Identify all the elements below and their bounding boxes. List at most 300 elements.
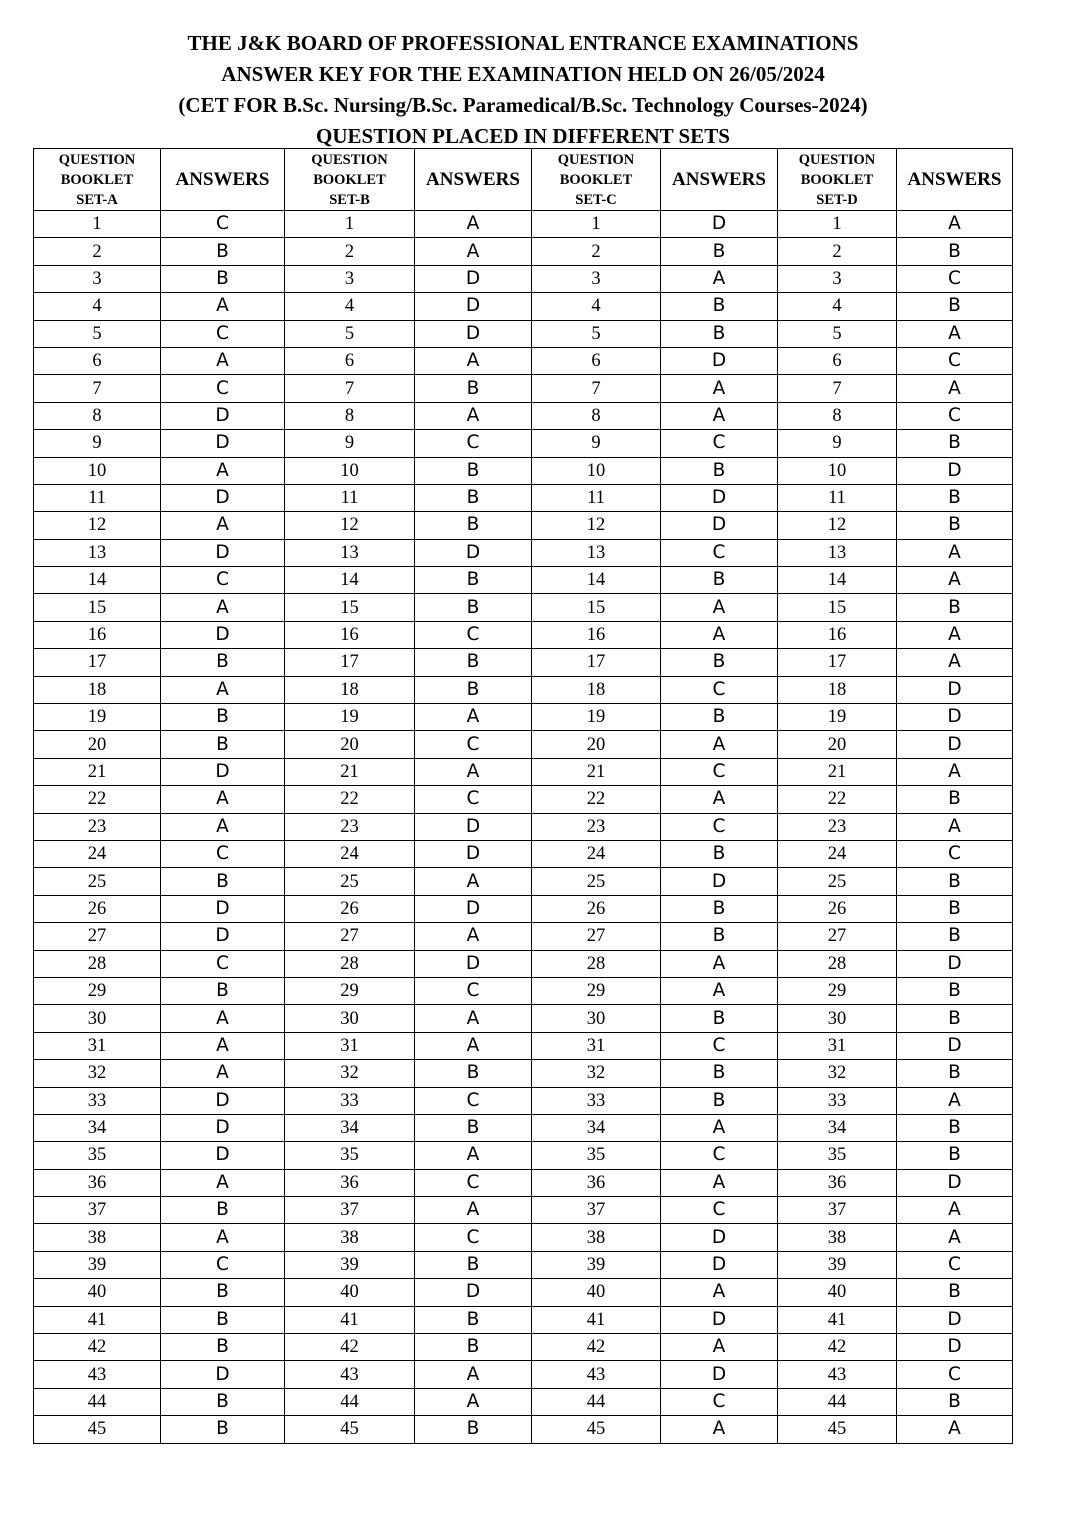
question-number-set-b: 39 (285, 1251, 415, 1278)
question-number-set-d: 18 (778, 676, 897, 703)
answer-set-d: D (897, 457, 1013, 484)
table-row (34, 923, 1013, 950)
answer-set-c: D (661, 347, 778, 374)
question-number-set-a: 32 (34, 1060, 161, 1087)
answer-set-d: B (897, 512, 1013, 539)
question-number-set-a: 22 (34, 786, 161, 813)
answer-key-body (34, 211, 1013, 1444)
question-number-set-d: 6 (778, 347, 897, 374)
answer-set-b: D (415, 895, 532, 922)
answer-set-c: B (661, 1060, 778, 1087)
header-answers-set-a: ANSWERS (161, 149, 285, 211)
answer-set-a: A (161, 1060, 285, 1087)
answer-set-a: C (161, 375, 285, 402)
answer-set-d: D (897, 950, 1013, 977)
sets-subtitle: QUESTION PLACED IN DIFFERENT SETS (316, 124, 730, 148)
question-number-set-b: 10 (285, 457, 415, 484)
question-number-set-c: 36 (532, 1169, 661, 1196)
question-number-set-c: 5 (532, 320, 661, 347)
question-number-set-a: 8 (34, 402, 161, 429)
table-row (34, 211, 1013, 238)
question-number-set-d: 22 (778, 786, 897, 813)
table-row (34, 320, 1013, 347)
answer-set-b: B (415, 1251, 532, 1278)
answer-set-c: B (661, 238, 778, 265)
table-row (34, 1087, 1013, 1114)
answer-set-c: C (661, 430, 778, 457)
question-number-set-c: 19 (532, 704, 661, 731)
answer-set-c: B (661, 1005, 778, 1032)
answer-set-b: A (415, 923, 532, 950)
answer-set-b: B (415, 1114, 532, 1141)
document-header (0, 28, 1046, 152)
answer-set-b: A (415, 704, 532, 731)
question-number-set-b: 35 (285, 1142, 415, 1169)
answer-set-d: B (897, 594, 1013, 621)
table-row (34, 649, 1013, 676)
question-number-set-b: 24 (285, 840, 415, 867)
question-number-set-b: 20 (285, 731, 415, 758)
answer-set-b: A (415, 1361, 532, 1388)
question-number-set-d: 15 (778, 594, 897, 621)
question-number-set-c: 6 (532, 347, 661, 374)
question-number-set-d: 10 (778, 457, 897, 484)
answer-set-d: A (897, 1197, 1013, 1224)
answer-key-title: ANSWER KEY FOR THE EXAMINATION HELD ON 26/05/2024 (221, 62, 825, 86)
table-row (34, 484, 1013, 511)
answer-set-d: A (897, 621, 1013, 648)
answer-set-c: D (661, 484, 778, 511)
question-number-set-a: 10 (34, 457, 161, 484)
table-row (34, 786, 1013, 813)
table-header-row (34, 149, 1013, 211)
question-number-set-d: 20 (778, 731, 897, 758)
question-number-set-d: 33 (778, 1087, 897, 1114)
answer-set-c: A (661, 402, 778, 429)
table-row (34, 1224, 1013, 1251)
answer-set-d: C (897, 347, 1013, 374)
answer-set-a: B (161, 1306, 285, 1333)
answer-set-c: A (661, 731, 778, 758)
question-number-set-c: 27 (532, 923, 661, 950)
question-number-set-d: 43 (778, 1361, 897, 1388)
table-row (34, 1279, 1013, 1306)
table-row (34, 1197, 1013, 1224)
answer-set-a: B (161, 1279, 285, 1306)
question-number-set-d: 45 (778, 1416, 897, 1443)
question-number-set-b: 41 (285, 1306, 415, 1333)
answer-set-d: D (897, 704, 1013, 731)
question-number-set-a: 9 (34, 430, 161, 457)
question-number-set-a: 38 (34, 1224, 161, 1251)
answer-set-a: A (161, 813, 285, 840)
answer-set-c: A (661, 594, 778, 621)
answer-set-a: B (161, 1416, 285, 1443)
question-number-set-a: 45 (34, 1416, 161, 1443)
table-row (34, 1142, 1013, 1169)
answer-set-c: A (661, 375, 778, 402)
question-number-set-b: 44 (285, 1388, 415, 1415)
answer-set-d: B (897, 293, 1013, 320)
answer-set-c: B (661, 923, 778, 950)
answer-set-a: C (161, 567, 285, 594)
table-row (34, 457, 1013, 484)
question-number-set-d: 40 (778, 1279, 897, 1306)
question-number-set-d: 42 (778, 1334, 897, 1361)
question-number-set-b: 16 (285, 621, 415, 648)
answer-set-c: D (661, 1224, 778, 1251)
question-number-set-b: 23 (285, 813, 415, 840)
answer-set-a: B (161, 649, 285, 676)
question-number-set-b: 2 (285, 238, 415, 265)
question-number-set-c: 32 (532, 1060, 661, 1087)
answer-set-c: C (661, 758, 778, 785)
answer-set-b: D (415, 265, 532, 292)
question-number-set-d: 12 (778, 512, 897, 539)
answer-set-c: D (661, 211, 778, 238)
answer-set-a: C (161, 211, 285, 238)
answer-set-b: A (415, 238, 532, 265)
question-number-set-c: 12 (532, 512, 661, 539)
question-number-set-c: 22 (532, 786, 661, 813)
answer-set-d: D (897, 676, 1013, 703)
table-row (34, 621, 1013, 648)
question-number-set-a: 6 (34, 347, 161, 374)
answer-set-a: A (161, 512, 285, 539)
question-number-set-b: 37 (285, 1197, 415, 1224)
table-row (34, 539, 1013, 566)
answer-set-b: B (415, 567, 532, 594)
answer-set-c: A (661, 621, 778, 648)
question-number-set-a: 1 (34, 211, 161, 238)
answer-set-b: D (415, 813, 532, 840)
answer-set-b: A (415, 211, 532, 238)
question-number-set-b: 38 (285, 1224, 415, 1251)
table-row (34, 567, 1013, 594)
answer-set-d: C (897, 840, 1013, 867)
answer-set-b: D (415, 1279, 532, 1306)
answer-set-c: B (661, 320, 778, 347)
question-number-set-a: 4 (34, 293, 161, 320)
question-number-set-d: 17 (778, 649, 897, 676)
answer-set-d: B (897, 923, 1013, 950)
table-row (34, 512, 1013, 539)
table-row (34, 840, 1013, 867)
question-number-set-d: 9 (778, 430, 897, 457)
question-number-set-a: 30 (34, 1005, 161, 1032)
question-number-set-b: 29 (285, 977, 415, 1004)
question-number-set-b: 34 (285, 1114, 415, 1141)
question-number-set-c: 13 (532, 539, 661, 566)
answer-set-c: A (661, 977, 778, 1004)
answer-set-a: C (161, 950, 285, 977)
question-number-set-b: 8 (285, 402, 415, 429)
table-row (34, 1361, 1013, 1388)
answer-set-b: A (415, 347, 532, 374)
answer-set-a: A (161, 594, 285, 621)
answer-set-d: B (897, 1060, 1013, 1087)
answer-set-a: B (161, 868, 285, 895)
answer-set-c: B (661, 293, 778, 320)
table-row (34, 977, 1013, 1004)
question-number-set-b: 1 (285, 211, 415, 238)
exam-subtitle: (CET FOR B.Sc. Nursing/B.Sc. Paramedical/B.Sc. Technology Courses-2024) (178, 93, 868, 117)
answer-set-d: B (897, 786, 1013, 813)
answer-set-a: B (161, 1197, 285, 1224)
question-number-set-c: 21 (532, 758, 661, 785)
question-number-set-a: 28 (34, 950, 161, 977)
question-number-set-c: 34 (532, 1114, 661, 1141)
question-number-set-b: 43 (285, 1361, 415, 1388)
question-number-set-b: 5 (285, 320, 415, 347)
table-row (34, 1060, 1013, 1087)
answer-set-b: D (415, 950, 532, 977)
question-number-set-a: 12 (34, 512, 161, 539)
question-number-set-c: 40 (532, 1279, 661, 1306)
answer-set-d: D (897, 1334, 1013, 1361)
question-number-set-c: 30 (532, 1005, 661, 1032)
question-number-set-a: 40 (34, 1279, 161, 1306)
question-number-set-b: 30 (285, 1005, 415, 1032)
answer-set-c: A (661, 1416, 778, 1443)
question-number-set-d: 3 (778, 265, 897, 292)
question-number-set-c: 3 (532, 265, 661, 292)
question-number-set-b: 11 (285, 484, 415, 511)
answer-set-b: B (415, 594, 532, 621)
answer-set-c: A (661, 950, 778, 977)
question-number-set-c: 42 (532, 1334, 661, 1361)
question-number-set-c: 44 (532, 1388, 661, 1415)
answer-set-d: D (897, 1169, 1013, 1196)
answer-set-d: B (897, 1114, 1013, 1141)
answer-set-b: B (415, 1416, 532, 1443)
answer-set-c: B (661, 457, 778, 484)
answer-set-a: A (161, 1224, 285, 1251)
answer-set-a: A (161, 1169, 285, 1196)
answer-set-b: B (415, 676, 532, 703)
question-number-set-d: 13 (778, 539, 897, 566)
question-number-set-d: 27 (778, 923, 897, 950)
question-number-set-d: 44 (778, 1388, 897, 1415)
question-number-set-a: 14 (34, 567, 161, 594)
answer-set-a: A (161, 1005, 285, 1032)
answer-set-b: B (415, 484, 532, 511)
question-number-set-c: 23 (532, 813, 661, 840)
answer-set-a: D (161, 1087, 285, 1114)
question-number-set-b: 33 (285, 1087, 415, 1114)
question-number-set-d: 32 (778, 1060, 897, 1087)
question-number-set-a: 2 (34, 238, 161, 265)
answer-set-b: D (415, 539, 532, 566)
question-number-set-b: 3 (285, 265, 415, 292)
answer-set-d: C (897, 265, 1013, 292)
question-number-set-a: 11 (34, 484, 161, 511)
answer-set-b: A (415, 1142, 532, 1169)
answer-set-c: B (661, 840, 778, 867)
answer-set-d: A (897, 567, 1013, 594)
question-number-set-b: 28 (285, 950, 415, 977)
question-number-set-a: 15 (34, 594, 161, 621)
answer-set-a: B (161, 731, 285, 758)
answer-set-c: D (661, 868, 778, 895)
answer-set-a: C (161, 320, 285, 347)
answer-set-d: A (897, 1087, 1013, 1114)
question-number-set-d: 1 (778, 211, 897, 238)
question-number-set-d: 8 (778, 402, 897, 429)
question-number-set-b: 36 (285, 1169, 415, 1196)
question-number-set-a: 42 (34, 1334, 161, 1361)
answer-set-a: A (161, 293, 285, 320)
answer-set-a: D (161, 895, 285, 922)
answer-set-c: B (661, 1087, 778, 1114)
answer-set-b: C (415, 1224, 532, 1251)
answer-set-d: A (897, 539, 1013, 566)
question-number-set-c: 41 (532, 1306, 661, 1333)
question-number-set-d: 38 (778, 1224, 897, 1251)
question-number-set-c: 31 (532, 1032, 661, 1059)
question-number-set-b: 32 (285, 1060, 415, 1087)
answer-set-c: B (661, 704, 778, 731)
answer-set-a: A (161, 347, 285, 374)
answer-set-b: B (415, 1060, 532, 1087)
table-row (34, 731, 1013, 758)
question-number-set-b: 31 (285, 1032, 415, 1059)
answer-set-c: B (661, 649, 778, 676)
question-number-set-c: 29 (532, 977, 661, 1004)
question-number-set-c: 43 (532, 1361, 661, 1388)
answer-set-d: C (897, 1251, 1013, 1278)
question-number-set-b: 19 (285, 704, 415, 731)
question-number-set-a: 7 (34, 375, 161, 402)
answer-set-a: C (161, 840, 285, 867)
answer-set-d: D (897, 731, 1013, 758)
answer-set-d: B (897, 1279, 1013, 1306)
answer-set-b: A (415, 1032, 532, 1059)
answer-set-c: A (661, 1114, 778, 1141)
question-number-set-c: 14 (532, 567, 661, 594)
question-number-set-d: 28 (778, 950, 897, 977)
answer-set-d: A (897, 320, 1013, 347)
question-number-set-a: 36 (34, 1169, 161, 1196)
question-number-set-a: 18 (34, 676, 161, 703)
board-title: THE J&K BOARD OF PROFESSIONAL ENTRANCE EXAMINATIONS (187, 31, 859, 55)
question-number-set-d: 39 (778, 1251, 897, 1278)
table-row (34, 293, 1013, 320)
answer-set-b: B (415, 512, 532, 539)
question-number-set-c: 37 (532, 1197, 661, 1224)
question-number-set-a: 23 (34, 813, 161, 840)
question-number-set-a: 20 (34, 731, 161, 758)
answer-set-b: C (415, 1169, 532, 1196)
answer-set-b: A (415, 1197, 532, 1224)
question-number-set-c: 39 (532, 1251, 661, 1278)
answer-set-c: A (661, 1169, 778, 1196)
answer-set-a: B (161, 238, 285, 265)
question-number-set-a: 5 (34, 320, 161, 347)
answer-set-d: B (897, 238, 1013, 265)
answer-set-c: A (661, 1279, 778, 1306)
table-row (34, 758, 1013, 785)
answer-set-b: C (415, 621, 532, 648)
answer-set-d: A (897, 649, 1013, 676)
question-number-set-b: 40 (285, 1279, 415, 1306)
question-number-set-a: 19 (34, 704, 161, 731)
answer-set-a: B (161, 704, 285, 731)
answer-set-b: A (415, 758, 532, 785)
answer-set-c: C (661, 1142, 778, 1169)
answer-set-a: A (161, 457, 285, 484)
question-number-set-b: 6 (285, 347, 415, 374)
answer-set-d: C (897, 402, 1013, 429)
question-number-set-d: 26 (778, 895, 897, 922)
question-number-set-b: 17 (285, 649, 415, 676)
question-number-set-d: 4 (778, 293, 897, 320)
question-number-set-a: 24 (34, 840, 161, 867)
answer-set-b: C (415, 786, 532, 813)
answer-set-b: C (415, 977, 532, 1004)
answer-set-d: B (897, 1388, 1013, 1415)
question-number-set-c: 25 (532, 868, 661, 895)
question-number-set-b: 13 (285, 539, 415, 566)
question-number-set-c: 2 (532, 238, 661, 265)
header-answers-set-d: ANSWERS (897, 149, 1013, 211)
question-number-set-b: 4 (285, 293, 415, 320)
answer-set-c: B (661, 895, 778, 922)
answer-set-c: C (661, 1388, 778, 1415)
header-answers-set-c: ANSWERS (661, 149, 778, 211)
question-number-set-c: 38 (532, 1224, 661, 1251)
question-number-set-b: 22 (285, 786, 415, 813)
header-answers-set-b: ANSWERS (415, 149, 532, 211)
question-number-set-b: 18 (285, 676, 415, 703)
question-number-set-d: 34 (778, 1114, 897, 1141)
question-number-set-d: 11 (778, 484, 897, 511)
table-row (34, 1251, 1013, 1278)
question-number-set-a: 13 (34, 539, 161, 566)
question-number-set-b: 27 (285, 923, 415, 950)
table-row (34, 813, 1013, 840)
answer-set-b: B (415, 1334, 532, 1361)
answer-set-a: A (161, 676, 285, 703)
question-number-set-d: 31 (778, 1032, 897, 1059)
table-row (34, 704, 1013, 731)
answer-set-a: D (161, 402, 285, 429)
question-number-set-a: 35 (34, 1142, 161, 1169)
answer-set-c: A (661, 786, 778, 813)
question-number-set-c: 10 (532, 457, 661, 484)
answer-set-b: A (415, 402, 532, 429)
table-row (34, 238, 1013, 265)
answer-set-d: B (897, 868, 1013, 895)
answer-set-d: B (897, 484, 1013, 511)
answer-set-b: B (415, 649, 532, 676)
question-number-set-d: 37 (778, 1197, 897, 1224)
answer-set-c: C (661, 1032, 778, 1059)
question-number-set-a: 27 (34, 923, 161, 950)
answer-key-table (33, 148, 1013, 1444)
answer-set-b: D (415, 293, 532, 320)
answer-set-c: D (661, 1306, 778, 1333)
answer-set-c: C (661, 1197, 778, 1224)
table-row (34, 676, 1013, 703)
header-question-booklet-set-d: QUESTION BOOKLET SET-D (778, 149, 897, 211)
answer-set-b: C (415, 731, 532, 758)
question-number-set-a: 41 (34, 1306, 161, 1333)
table-row (34, 1306, 1013, 1333)
answer-set-c: B (661, 567, 778, 594)
answer-set-c: C (661, 539, 778, 566)
question-number-set-b: 25 (285, 868, 415, 895)
